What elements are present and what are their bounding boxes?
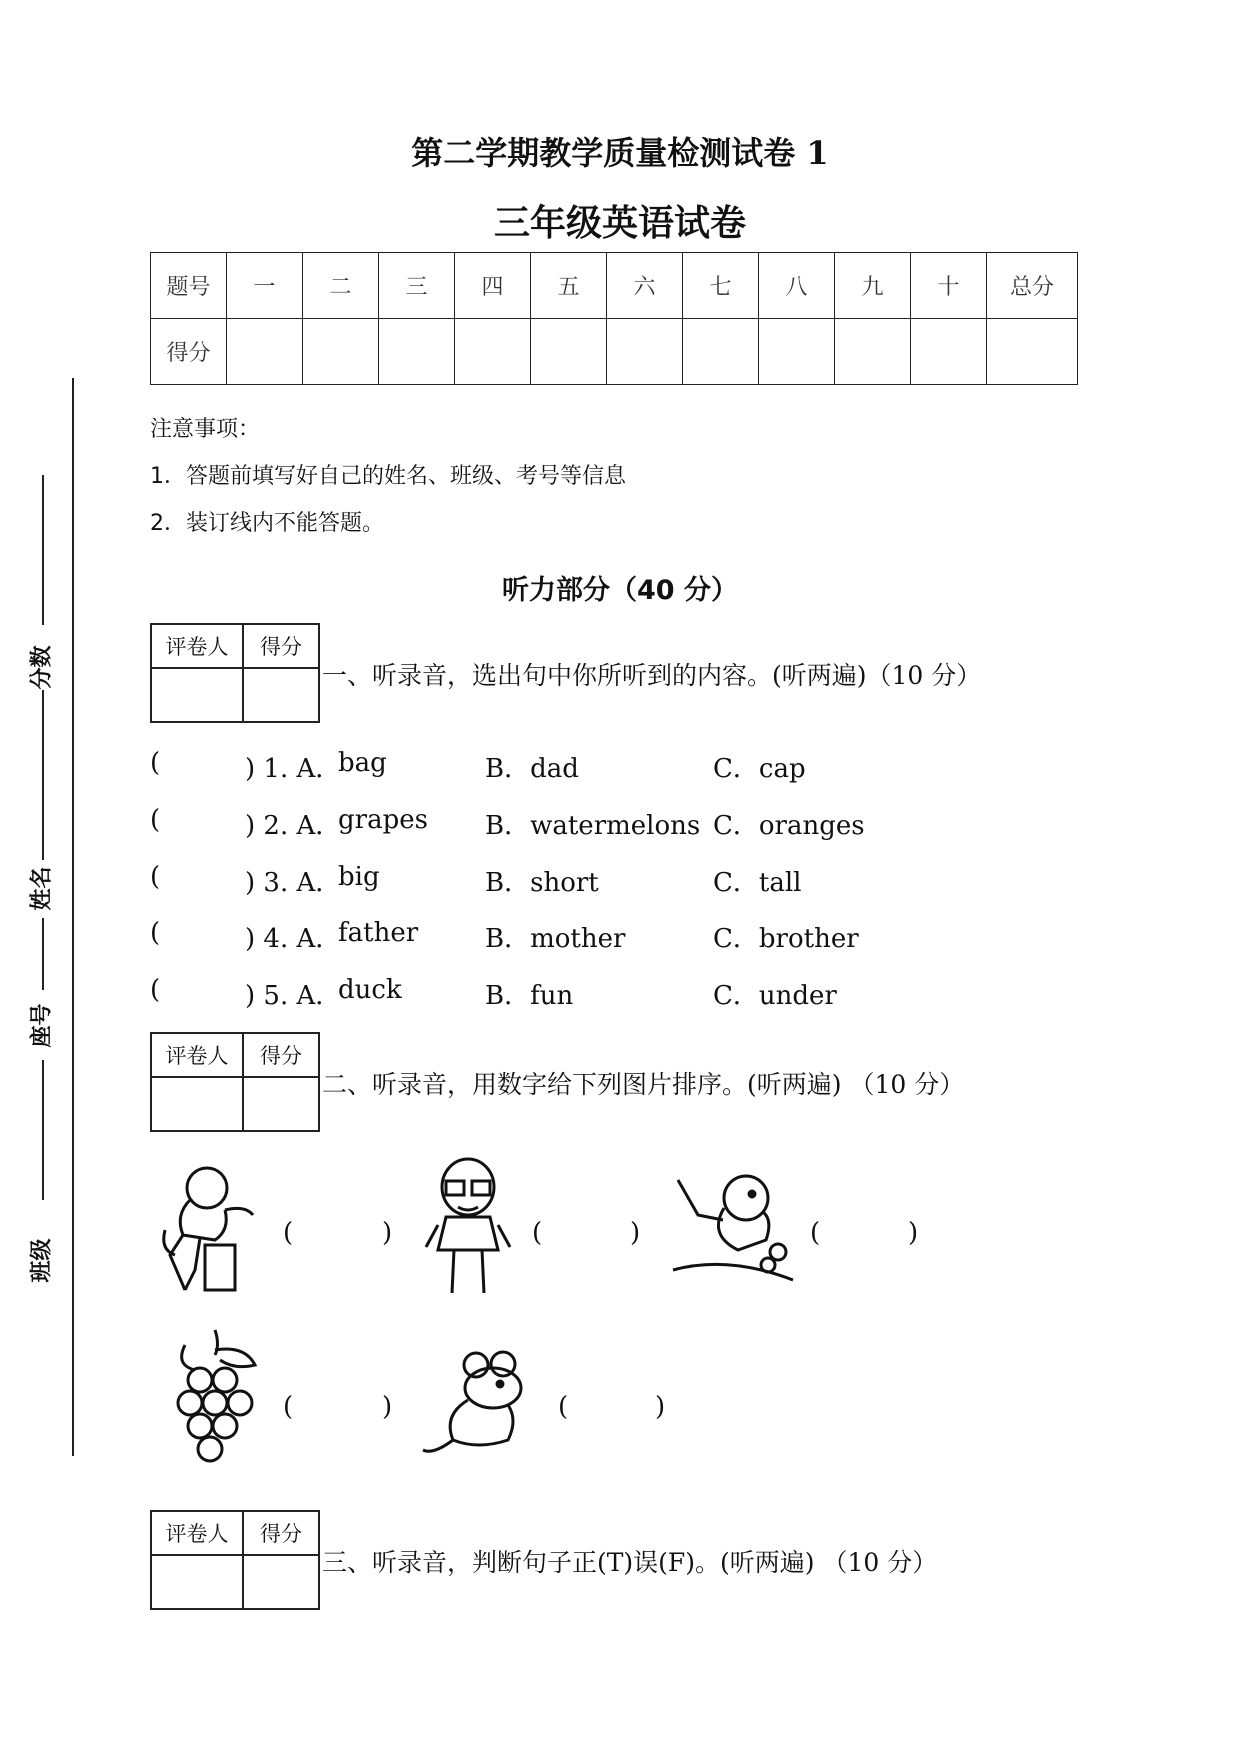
question-number: ) 2. A． [245, 811, 342, 841]
grader-box [150, 1510, 320, 1610]
grader-score-input[interactable] [243, 668, 319, 722]
option-a: big [338, 862, 380, 892]
option-c: C．brother [713, 924, 859, 954]
answer-paren-open[interactable]: ( [150, 975, 161, 1005]
score-input-cell[interactable] [303, 319, 379, 385]
exam-subtitle: 三年级英语试卷 [493, 203, 746, 244]
binding-blank [42, 690, 44, 860]
question-number: ) 3. A． [245, 868, 342, 898]
score-cell: 题号 [151, 253, 227, 319]
option-b: B．dad [485, 754, 579, 784]
answer-paren-open[interactable]: ( [150, 918, 161, 948]
binding-label-class: 班级 [29, 1238, 55, 1283]
question-number: ) 4. A． [245, 924, 342, 954]
score-input-cell[interactable] [379, 319, 455, 385]
grader-score-label: 得分 [243, 624, 319, 668]
score-cell: 七 [683, 253, 759, 319]
option-a: grapes [338, 805, 428, 835]
score-cell: 总分 [987, 253, 1078, 319]
notes-item: 1．答题前填写好自己的姓名、班级、考号等信息 [150, 464, 626, 489]
notes-item: 2．装订线内不能答题。 [150, 511, 384, 536]
grader-score-input[interactable] [243, 1555, 319, 1609]
section2-instruction: 二、听录音，用数字给下列图片排序。(听两遍) （10 分） [322, 1070, 965, 1099]
question-number: ) 5. A． [245, 981, 342, 1011]
grapes-icon [165, 1325, 265, 1480]
score-cell: 九 [835, 253, 911, 319]
option-b: B．mother [485, 924, 626, 954]
grader-reviewer-input[interactable] [151, 668, 243, 722]
score-input-cell[interactable] [987, 319, 1078, 385]
section1-instruction: 一、听录音，选出句中你所听到的内容。(听两遍)（10 分） [322, 661, 982, 690]
answer-paren-open[interactable]: ( [150, 862, 161, 892]
grader-reviewer-label: 评卷人 [151, 1033, 243, 1077]
option-a: father [338, 918, 419, 948]
picture-paren-close: ) [908, 1218, 919, 1248]
option-c: C．oranges [713, 811, 865, 841]
option-c: C．under [713, 981, 837, 1011]
score-table [150, 252, 1078, 385]
picture-paren-open[interactable]: ( [283, 1218, 294, 1248]
question-row [150, 748, 950, 788]
question-row [150, 862, 950, 902]
score-input-cell[interactable] [227, 319, 303, 385]
section3-instruction: 三、听录音，判断句子正(T)误(F)。(听两遍) （10 分） [322, 1548, 938, 1577]
score-cell: 十 [911, 253, 987, 319]
option-c: C．tall [713, 868, 802, 898]
question-row [150, 975, 950, 1015]
mouse-icon [418, 1350, 543, 1465]
grandpa-icon [418, 1155, 518, 1300]
picture-paren-open[interactable]: ( [810, 1218, 821, 1248]
question-row [150, 918, 950, 958]
binding-blank [42, 918, 44, 990]
score-cell: 五 [531, 253, 607, 319]
picture-paren-close: ) [382, 1392, 393, 1422]
option-c: C．cap [713, 754, 806, 784]
grader-box [150, 1032, 320, 1132]
grader-reviewer-label: 评卷人 [151, 1511, 243, 1555]
option-a: duck [338, 975, 402, 1005]
grader-score-label: 得分 [243, 1511, 319, 1555]
binding-label-seat: 座号 [29, 1003, 55, 1048]
score-input-cell[interactable] [759, 319, 835, 385]
option-a: bag [338, 748, 387, 778]
listening-title: 听力部分（40 分） [502, 575, 738, 606]
picture-paren-close: ) [655, 1392, 666, 1422]
score-table-header-row [151, 253, 1078, 319]
picture-paren-open[interactable]: ( [532, 1218, 543, 1248]
question-number: ) 1. A． [245, 754, 342, 784]
score-cell: 三 [379, 253, 455, 319]
score-input-cell[interactable] [683, 319, 759, 385]
binding-label-name: 姓名 [29, 866, 55, 911]
score-cell: 二 [303, 253, 379, 319]
option-b: B．short [485, 868, 599, 898]
score-cell: 六 [607, 253, 683, 319]
question-row [150, 805, 950, 845]
monkey-icon [145, 1160, 270, 1295]
grader-reviewer-input[interactable] [151, 1555, 243, 1609]
option-b: B．watermelons [485, 811, 701, 841]
notes-heading: 注意事项： [150, 417, 261, 442]
score-input-cell[interactable] [455, 319, 531, 385]
score-cell: 得分 [151, 319, 227, 385]
bird-icon [668, 1160, 798, 1295]
binding-label-score: 分数 [29, 645, 55, 690]
binding-line [72, 378, 74, 1456]
score-cell: 八 [759, 253, 835, 319]
score-cell: 四 [455, 253, 531, 319]
option-b: B．fun [485, 981, 574, 1011]
score-input-cell[interactable] [835, 319, 911, 385]
picture-paren-open[interactable]: ( [283, 1392, 294, 1422]
score-input-cell[interactable] [607, 319, 683, 385]
grader-reviewer-input[interactable] [151, 1077, 243, 1131]
picture-paren-open[interactable]: ( [558, 1392, 569, 1422]
picture-paren-close: ) [630, 1218, 641, 1248]
score-cell: 一 [227, 253, 303, 319]
score-table-score-row [151, 319, 1078, 385]
binding-blank [42, 1060, 44, 1200]
answer-paren-open[interactable]: ( [150, 748, 161, 778]
answer-paren-open[interactable]: ( [150, 805, 161, 835]
score-input-cell[interactable] [531, 319, 607, 385]
grader-reviewer-label: 评卷人 [151, 624, 243, 668]
grader-score-input[interactable] [243, 1077, 319, 1131]
grader-score-label: 得分 [243, 1033, 319, 1077]
exam-title: 第二学期教学质量检测试卷 1 [411, 134, 829, 172]
grader-box [150, 623, 320, 723]
picture-paren-close: ) [382, 1218, 393, 1248]
score-input-cell[interactable] [911, 319, 987, 385]
